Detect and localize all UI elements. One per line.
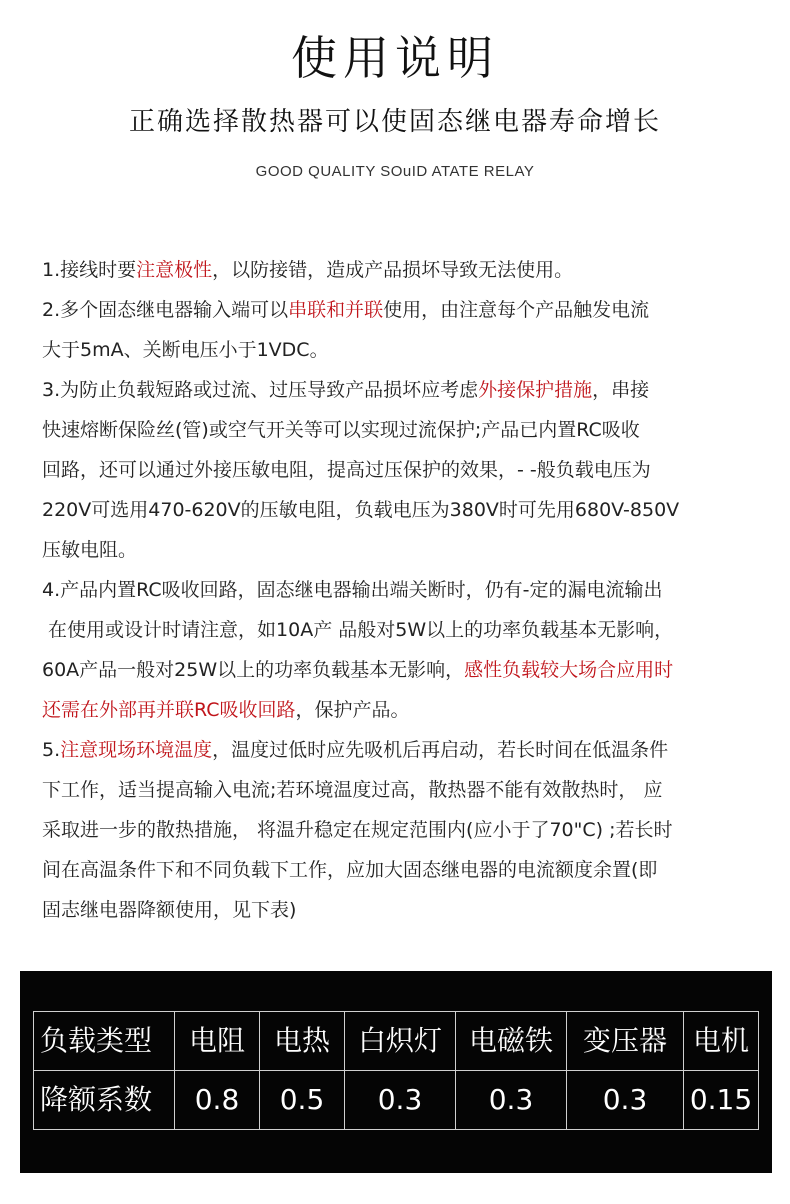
row-label-load-type: 负载类型	[34, 1012, 175, 1071]
instruction-line: 还需在外部再并联RC吸收回路，保护产品。	[42, 699, 410, 721]
table-cell: 0.3	[456, 1071, 567, 1130]
table-cell: 电磁铁	[456, 1012, 567, 1071]
table-cell: 0.8	[175, 1071, 260, 1130]
highlight-text: 注意极性	[136, 259, 213, 281]
instruction-line: 3.为防止负载短路或过流、过压导致产品损坏应考虑外接保护措施，串接	[42, 379, 650, 401]
table-cell: 0.3	[345, 1071, 456, 1130]
highlight-text: 还需在外部再并联RC吸收回路	[42, 699, 296, 721]
derating-table	[33, 1011, 759, 1130]
instruction-line: 压敏电阻。	[42, 539, 138, 561]
table-cell: 白炽灯	[345, 1012, 456, 1071]
instruction-line: 间在高温条件下和不同负载下工作，应加大固态继电器的电流额度余置(即	[42, 859, 658, 881]
derating-table-panel	[20, 971, 772, 1173]
instruction-line: 回路，还可以通过外接压敏电阻，提高过压保护的效果，- -般负载电压为	[42, 459, 651, 481]
instruction-line: 2.多个固态继电器输入端可以串联和并联使用，由注意每个产品触发电流	[42, 299, 650, 321]
highlight-text: 外接保护措施	[478, 379, 593, 401]
page-subtitle: 正确选择散热器可以使固态继电器寿命增长	[128, 107, 661, 137]
instruction-line: 采取进一步的散热措施， 将温升稳定在规定范围内(应小于了70"C) ;若长时	[42, 819, 673, 841]
instruction-line: 快速熔断保险丝(管)或空气开关等可以实现过流保护;产品已内置RC吸收	[42, 419, 640, 441]
instructions-text	[42, 250, 762, 930]
instruction-line: 220V可选用470-620V的压敏电阻，负载电压为380V时可先用680V-850V	[42, 499, 680, 521]
english-tagline: GOOD QUALITY SOuID ATATE RELAY	[255, 163, 535, 180]
table-cell: 电热	[260, 1012, 345, 1071]
row-label-derating: 降额系数	[34, 1071, 175, 1130]
table-row	[34, 1071, 759, 1130]
instruction-line: 固志继电器降额使用，见下表)	[42, 899, 297, 921]
instruction-line: 大于5mA、关断电压小于1VDC。	[42, 339, 329, 361]
table-cell: 电机	[684, 1012, 759, 1071]
instruction-line: 5.注意现场环境温度，温度过低时应先吸机后再启动，若长时间在低温条件	[42, 739, 669, 761]
table-cell: 变压器	[567, 1012, 684, 1071]
highlight-text: 注意现场环境温度	[60, 739, 213, 761]
highlight-text: 串联和并联	[288, 299, 384, 321]
instruction-line: 在使用或设计时请注意，如10A产 品般对5W以上的功率负载基本无影响，	[42, 619, 674, 641]
table-cell: 0.3	[567, 1071, 684, 1130]
instruction-line: 下工作，适当提高输入电流;若环境温度过高，散热器不能有效散热时， 应	[42, 779, 663, 801]
highlight-text: 感性负载较大场合应用时	[464, 659, 674, 681]
page-title: 使用说明	[291, 31, 499, 85]
table-cell: 0.5	[260, 1071, 345, 1130]
instruction-line: 1.接线时要注意极性，以防接错，造成产品损坏导致无法使用。	[42, 259, 574, 281]
instruction-line: 4.产品内置RC吸收回路，固态继电器输出端关断时，仍有-定的漏电流输出	[42, 579, 663, 601]
instruction-line: 60A产品一般对25W以上的功率负载基本无影响，感性负载较大场合应用时	[42, 659, 674, 681]
table-cell: 0.15	[684, 1071, 759, 1130]
table-row	[34, 1012, 759, 1071]
table-cell: 电阻	[175, 1012, 260, 1071]
